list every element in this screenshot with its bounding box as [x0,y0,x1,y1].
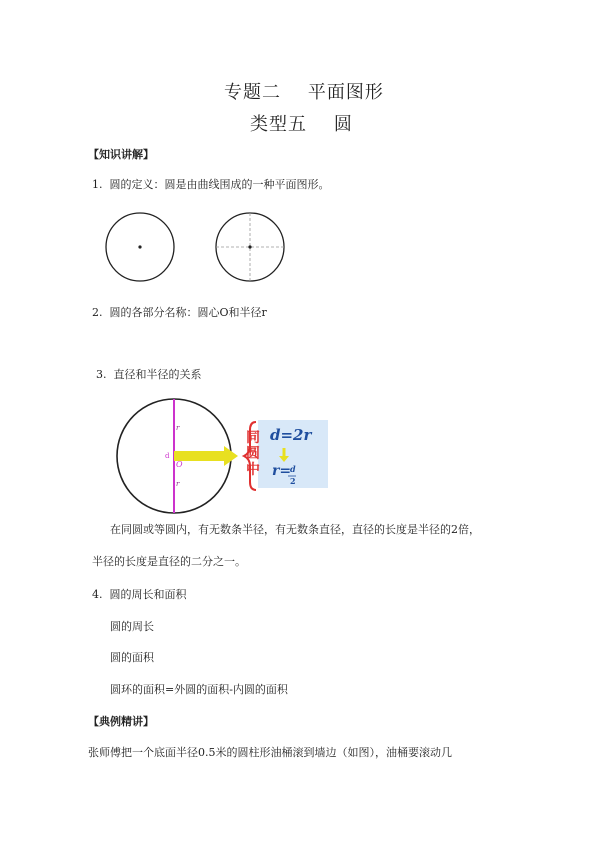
label-r-top: r [176,424,180,432]
circumference-label: 圆的周长 [110,620,154,633]
knowledge-header: 【知识讲解】 [88,148,154,161]
formula-r-equals-lhs: r= [272,463,292,479]
center-dot-2 [248,245,251,248]
formula-denominator: 2 [290,476,296,486]
title-topic: 专题二 平面图形 [224,82,384,103]
title-type: 类型五 圆 [250,114,353,135]
same-circle-label [245,430,261,478]
relation-paragraph-line2: 半径的长度是直径的二分之一。 [92,555,246,568]
center-dot [138,245,141,248]
ring-area-label: 圆环的面积=外圆的面积-内圆的面积 [110,683,288,696]
area-label: 圆的面积 [110,651,154,664]
circles-figure [100,212,280,288]
item-relation: 3. 直径和半径的关系 [96,368,202,381]
item-definition: 1. 圆的定义：圆是由曲线围成的一种平面图形。 [92,178,330,191]
relation-paragraph-line1: 在同圆或等圆内，有无数条半径，有无数条直径，直径的长度是半径的2倍， [110,523,480,536]
formula-numerator: d [290,464,296,474]
example-header: 【典例精讲】 [88,715,154,728]
formula-d-equals-2r: d=2r [270,426,312,444]
label-d: d [165,452,170,460]
label-o: O [176,460,183,469]
item-parts: 2. 圆的各部分名称：圆心O和半径r [92,306,267,319]
diameter-radius-figure [110,396,330,522]
same-circle-char-2: 圆 [246,446,260,462]
example-text: 张师傅把一个底面半径0.5米的圆柱形油桶滚到墙边（如图），油桶要滚动几 [88,746,452,759]
label-r-bottom: r [176,480,180,488]
same-circle-char-3: 中 [246,462,260,478]
item-perimeter-area: 4. 圆的周长和面积 [92,588,187,601]
same-circle-char-1: 同 [246,430,260,446]
